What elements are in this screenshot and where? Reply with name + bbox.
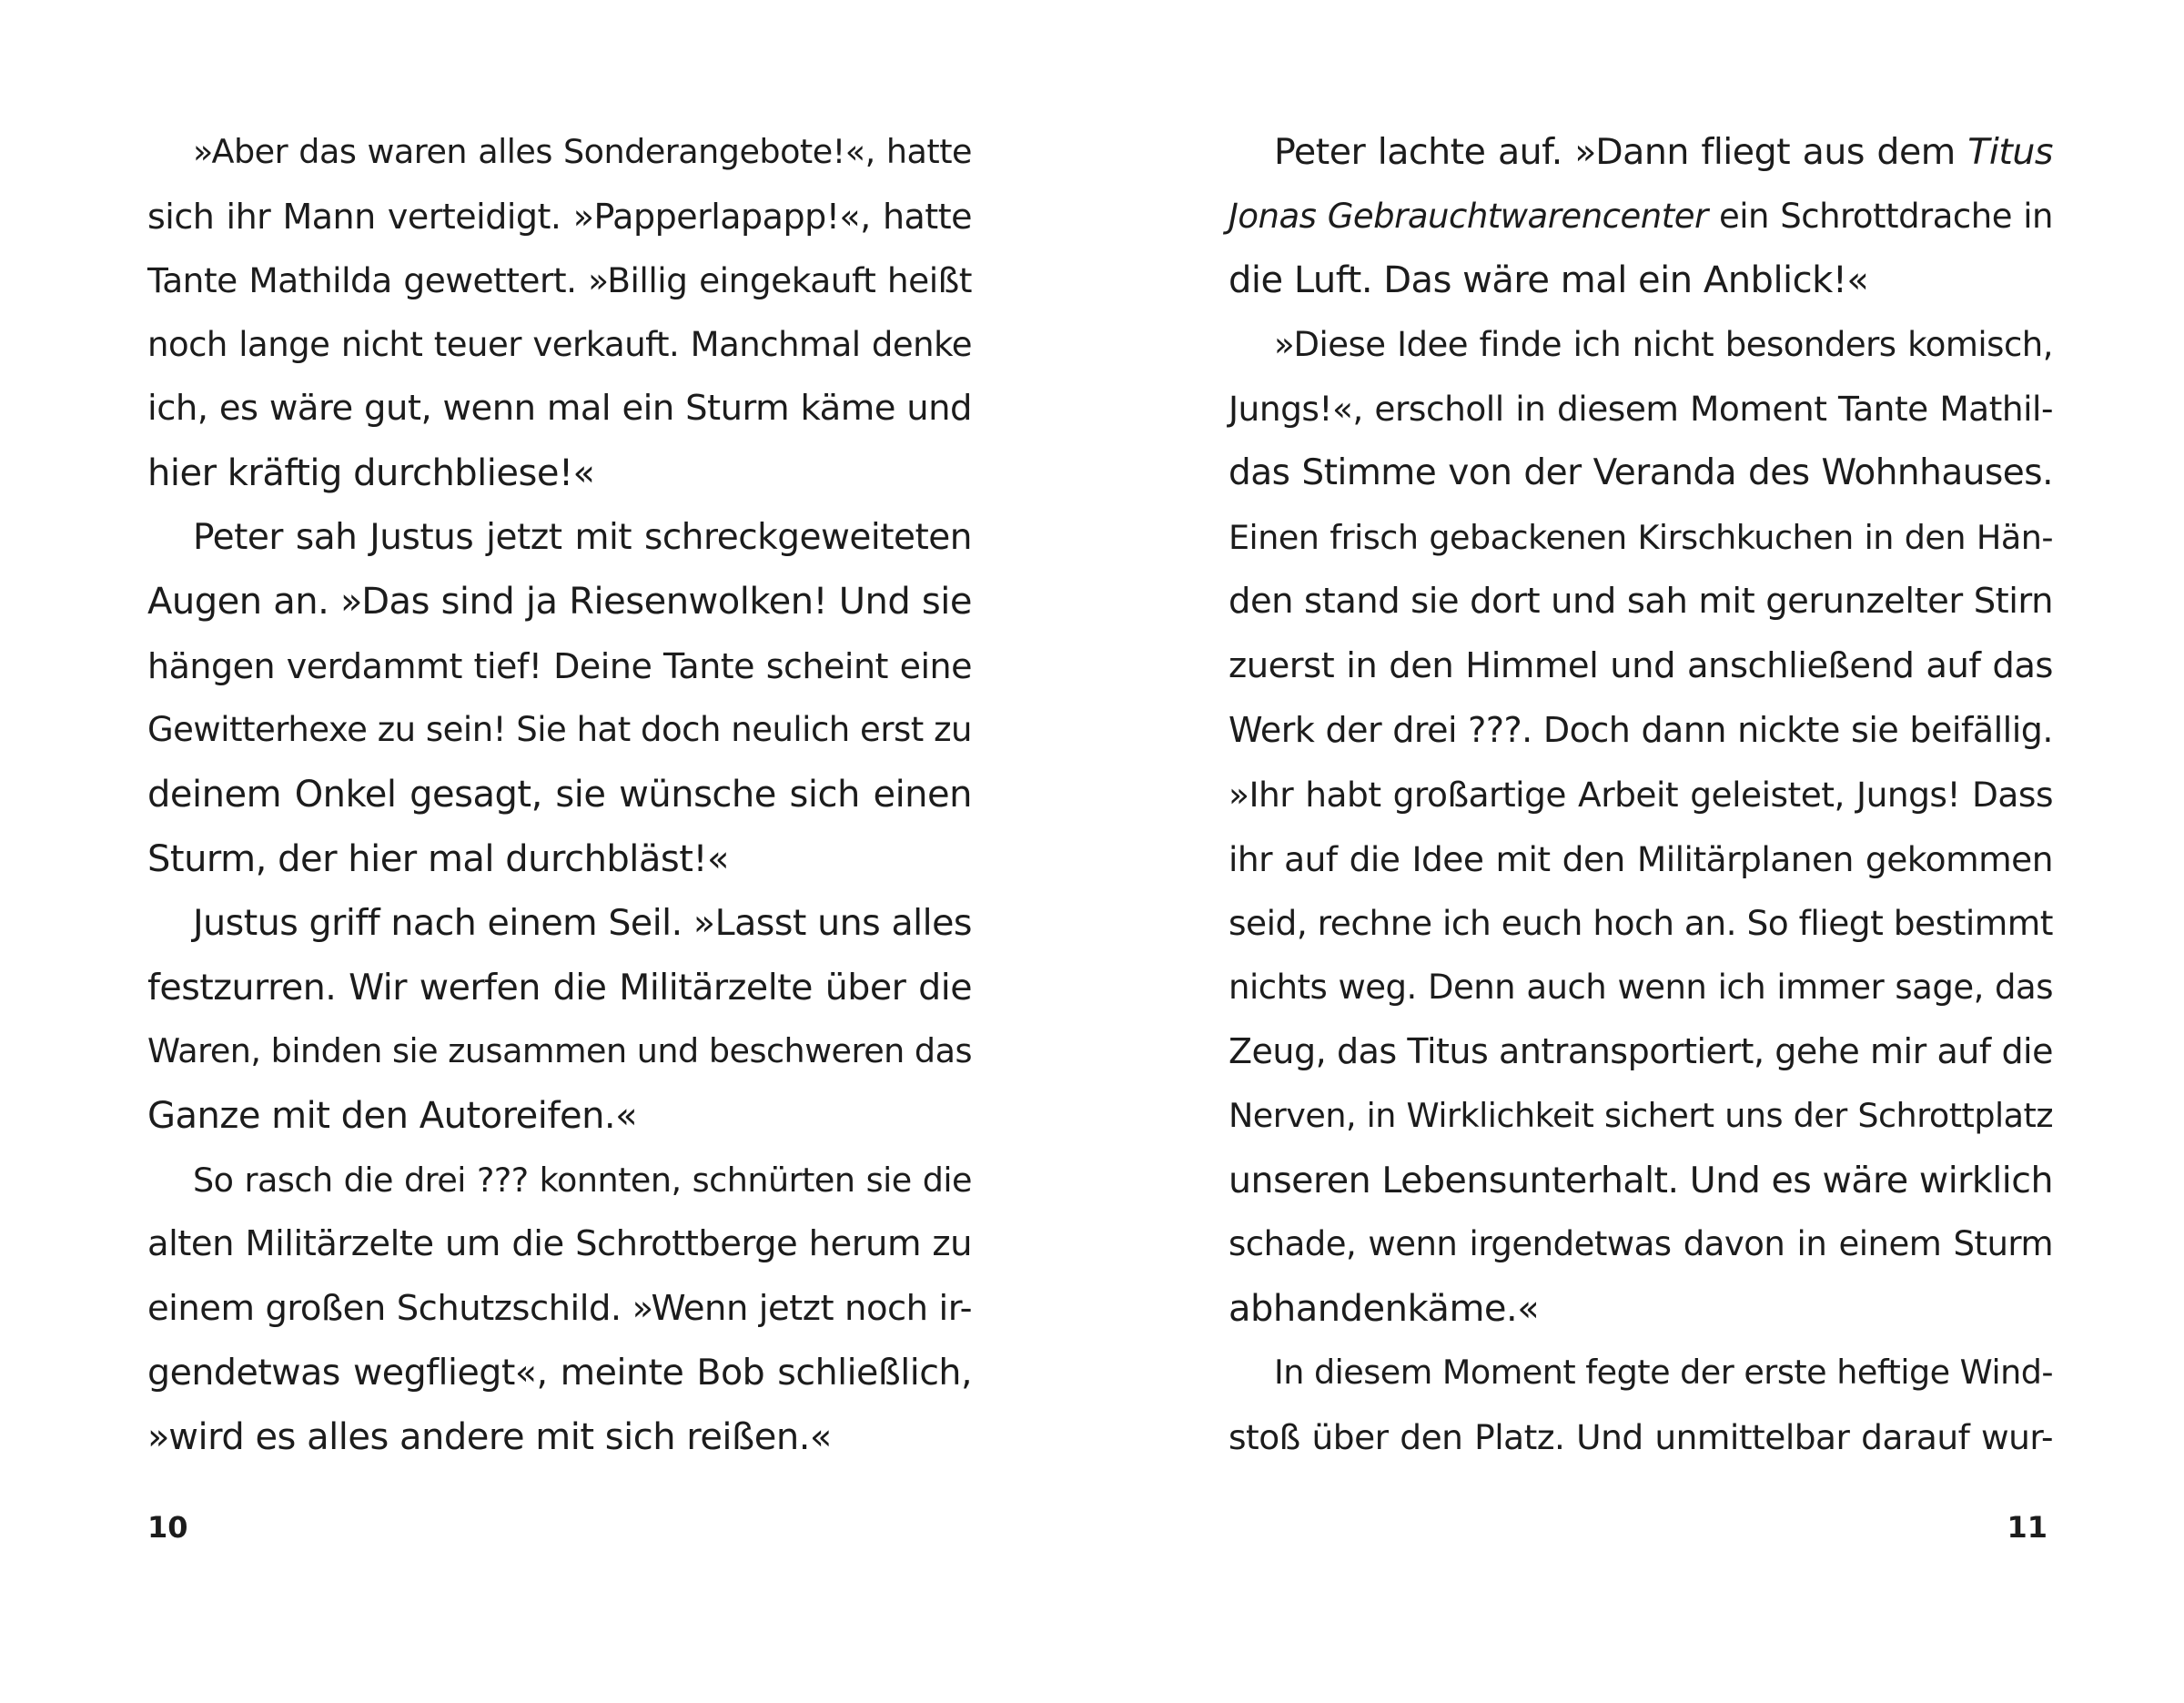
text-line: Ganze mit den Autoreifen.« <box>147 1094 638 1137</box>
text-line <box>1228 185 2053 249</box>
text-line: »Diese Idee finde ich nicht besonders komisch, <box>1274 324 2053 364</box>
text-line: die Luft. Das wäre mal ein Anblick!« <box>1228 259 1869 302</box>
text-line: Nerven, in Wirklichkeit sichert uns der Schrottplatz <box>1228 1095 2053 1135</box>
text-segment: Peter lachte auf. »Dann fliegt aus dem <box>1274 131 1968 173</box>
text-line <box>1228 120 2053 185</box>
text-line: Waren, binden sie zusammen und beschweren das <box>147 1031 972 1071</box>
text-line: unseren Lebensunterhalt. Und es wäre wirklich <box>1228 1159 2053 1201</box>
text-line: deinem Onkel gesagt, sie wünsche sich einen <box>147 773 972 816</box>
text-line: Tante Mathilda gewettert. »Billig eingekauft heißt <box>147 260 972 301</box>
text-line: Gewitterhexe zu sein! Sie hat doch neulich erst zu <box>147 710 972 750</box>
text-segment: ein Schrottdrache in <box>1707 196 2053 236</box>
text-line: den stand sie dort und sah mit gerunzelter Stirn <box>1228 581 2053 623</box>
text-line: Augen an. »Das sind ja Riesenwolken! Und sie <box>147 581 972 623</box>
text-line: gendetwas wegfliegt«, meinte Bob schließlich, <box>147 1352 972 1394</box>
text-line: »wird es alles andere mit sich reißen.« <box>147 1415 832 1458</box>
page-number: 10 <box>147 1510 188 1545</box>
text-line: nichts weg. Denn auch wenn ich immer sage, das <box>1228 967 2053 1007</box>
text-line: »Aber das waren alles Sonderangebote!«, hatte <box>193 132 972 171</box>
text-line: Jungs!«, erscholl in diesem Moment Tante Mathil- <box>1228 389 2053 430</box>
text-line: sich ihr Mann verteidigt. »Papperlapapp!«, hatte <box>147 196 972 237</box>
text-line: In diesem Moment fegte der erste heftige Wind- <box>1274 1353 2054 1393</box>
book-title-italic: Jonas Gebrauchtwarencenter <box>1228 196 1708 236</box>
right-page <box>1092 0 2184 1703</box>
text-line: schade, wenn irgendetwas davon in einem Sturm <box>1228 1224 2053 1264</box>
text-line: Sturm, der hier mal durchbläst!« <box>147 837 729 880</box>
text-line: Justus griff nach einem Seil. »Lasst uns alles <box>193 902 972 945</box>
book-title-italic: Titus <box>1967 131 2053 173</box>
text-line: hier kräftig durchbliese!« <box>147 451 595 494</box>
text-line: hängen verdammt tief! Deine Tante scheint eine <box>147 645 972 686</box>
text-line: einem großen Schutzschild. »Wenn jetzt noch ir- <box>147 1287 972 1329</box>
text-line: seid, rechne ich euch hoch an. So fliegt bestimmt <box>1228 903 2053 944</box>
text-line: ich, es wäre gut, wenn mal ein Sturm käme und <box>147 388 972 430</box>
right-page-text <box>1228 120 2053 1469</box>
text-line: alten Militärzelte um die Schrottberge herum zu <box>147 1223 972 1265</box>
text-line: »Ihr habt großartige Arbeit geleistet, Jungs! Dass <box>1228 774 2053 815</box>
text-line: Zeug, das Titus antransportiert, gehe mir auf die <box>1228 1031 2053 1072</box>
text-line: noch lange nicht teuer verkauft. Manchmal denke <box>147 324 972 364</box>
text-line: festzurren. Wir werfen die Militärzelte über die <box>147 966 972 1009</box>
text-line: Einen frisch gebackenen Kirschkuchen in den Hän- <box>1228 517 2053 557</box>
page-number: 11 <box>2007 1510 2048 1545</box>
text-line: ihr auf die Idee mit den Militärplanen gekommen <box>1228 838 2053 879</box>
text-line: Peter sah Justus jetzt mit schreckgeweiteten <box>193 516 972 558</box>
text-line: zuerst in den Himmel und anschließend auf das <box>1228 644 2053 686</box>
text-line: das Stimme von der Veranda des Wohnhauses. <box>1228 451 2053 493</box>
left-page-text <box>147 120 972 1469</box>
text-line: So rasch die drei ??? konnten, schnürten sie die <box>193 1160 972 1200</box>
text-line: abhandenkäme.« <box>1228 1287 1540 1330</box>
text-line: stoß über den Platz. Und unmittelbar darauf wur- <box>1228 1416 2053 1457</box>
text-line: Werk der drei ???. Doch dann nickte sie beifällig. <box>1228 710 2053 751</box>
